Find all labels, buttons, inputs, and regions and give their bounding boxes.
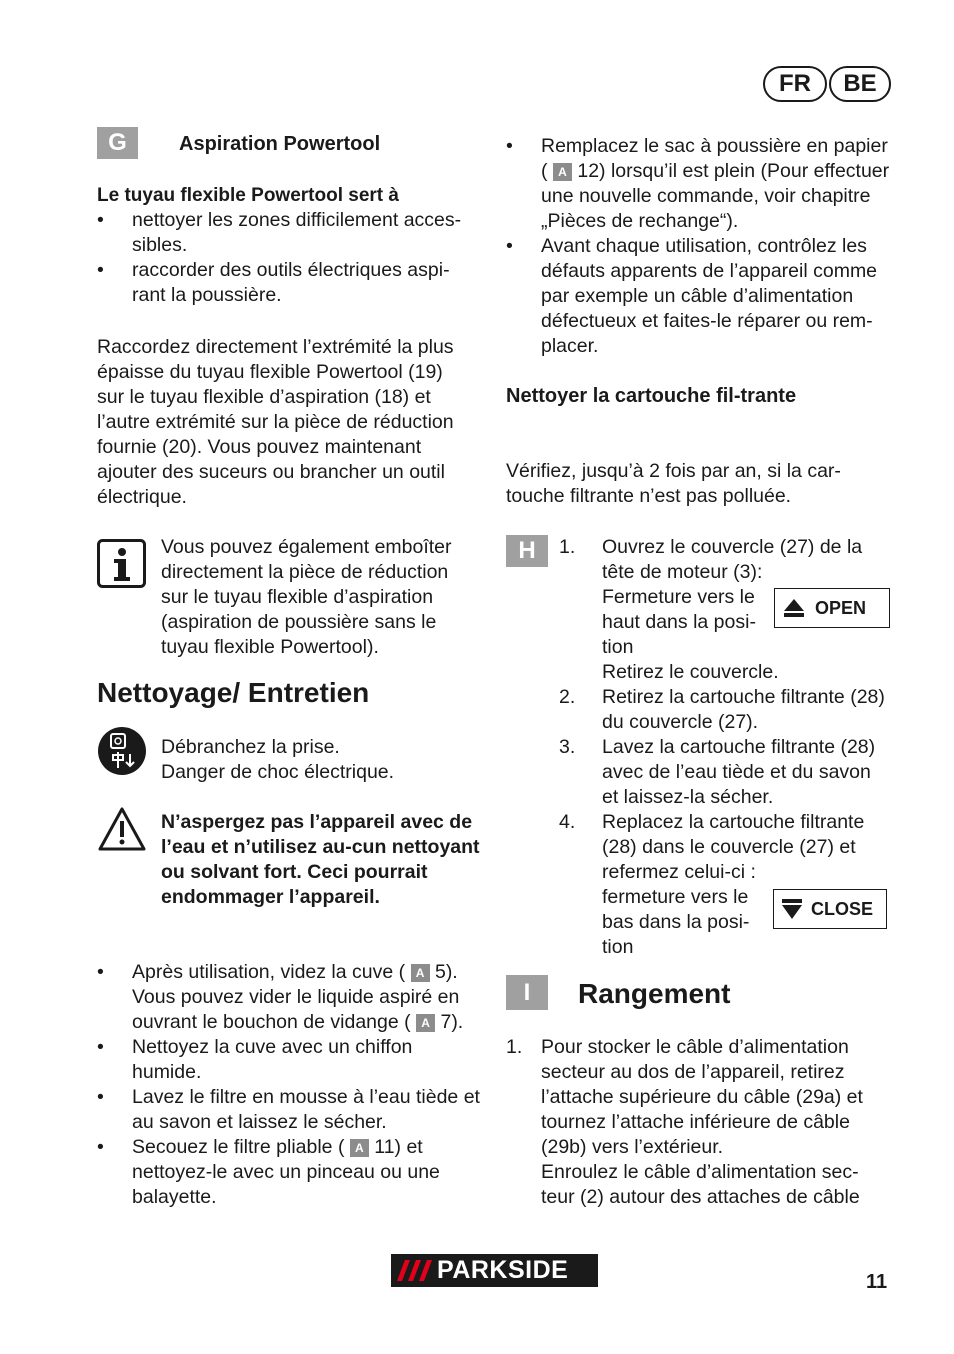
filter-title: Nettoyer la cartouche fil-trante [506, 385, 797, 407]
storage-text-b: Enroulez le câble d’alimentation sec-teur (2) autour des attaches de câble [541, 1161, 860, 1208]
ref-a-badge: A [416, 1014, 435, 1032]
bullet-4-text-b: 11) et nettoyez-le avec un pinceau ou une balayette. [132, 1136, 440, 1208]
step-1-num: 1. [559, 536, 576, 558]
parkside-logo [391, 1254, 598, 1287]
page-number: 11 [866, 1271, 888, 1293]
lang-fr-badge: FR [763, 66, 827, 102]
bullet-4-text-a: Secouez le filtre pliable ( [132, 1136, 345, 1158]
ref-a-badge: A [411, 964, 430, 982]
list-item: • Remplacez le sac à poussière en papier ( A 12) lorsqu’il est plein (Pour effectuer une nouvelle commande, voir chapitre „Pièces de rechange“). [506, 135, 890, 232]
list-item: • Lavez le filtre en mousse à l’eau tiède et au savon et laissez le sécher. [97, 1086, 480, 1133]
ref-a-badge: A [553, 163, 572, 181]
storage-num: 1. [506, 1036, 523, 1058]
step-1-text-c: Retirez le couvercle. [602, 661, 779, 683]
hose-bullet-1: nettoyer les zones difficilement acces-sibles. [132, 209, 462, 256]
bullet-2-text: Nettoyez la cuve avec un chiffon humide. [132, 1036, 413, 1083]
step-3-text: Lavez la cartouche filtrante (28) avec de l’eau tiède et du savon et laissez-la sécher. [602, 736, 876, 808]
triangle-up-icon [781, 597, 807, 619]
step-4-text-a: Replacez la cartouche filtrante (28) dans le couvercle (27) et refermez celui-ci : [602, 811, 865, 883]
storage-title: Rangement [578, 978, 731, 1009]
unplug-icon [97, 726, 147, 776]
step-3-num: 3. [559, 736, 576, 758]
step-2-text: Retirez la cartouche filtrante (28) du couvercle (27). [602, 686, 885, 733]
lang-be-badge: BE [829, 66, 891, 102]
aspiration-title: Aspiration Powertool [179, 133, 381, 155]
ref-a-badge: A [350, 1139, 369, 1157]
cleaning-title: Nettoyage/ Entretien [97, 677, 370, 708]
unplug-line-2: Danger de choc électrique. [161, 761, 395, 783]
storage-text-a: Pour stocker le câble d’alimentation secteur au dos de l’appareil, retirez l’attache supérieure du câble (29a) et tournez l’attache inférieure de câble (29b) vers l’extérieur. [541, 1036, 863, 1158]
close-label: CLOSE [811, 898, 874, 919]
info-icon [97, 539, 146, 588]
info-note-text: Vous pouvez également emboîter directement la pièce de réduction sur le tuyau flexible d’aspiration (aspiration de poussière sans le tuyau flexible Powertool). [161, 536, 452, 658]
right-bullet-1-b: 12) lorsqu’il est plein (Pour effectuer une nouvelle commande, voir chapitre „Pièces de rechange“). [541, 160, 890, 232]
bullet-1-text-a: Après utilisation, videz la cuve ( [132, 961, 406, 983]
connect-paragraph: Raccordez directement l’extrémité la plus épaisse du tuyau flexible Powertool (19) sur le tuyau flexible d’aspiration (18) et l’autre extrémité sur la pièce de réduction fournie (20). Vous pouvez maintenant ajouter des suceurs ou brancher un outil électrique. [97, 336, 454, 508]
bullet-3-text: Lavez le filtre en mousse à l’eau tiède et au savon et laissez le sécher. [132, 1086, 480, 1133]
right-bullet-2: Avant chaque utilisation, contrôlez les défauts apparents de l’appareil comme par exemple un câble d’alimentation défectueux et faites-le réparer ou rem-placer. [541, 235, 878, 357]
right-bullet-1-a: Remplacez le sac à poussière en papier ( [541, 135, 888, 182]
hose-intro: Le tuyau flexible Powertool sert à [97, 185, 399, 206]
cleaning-bullet-list [97, 960, 482, 1210]
brand-name: PARKSIDE [437, 1256, 569, 1284]
list-item: • Secouez le filtre pliable ( A 11) et nettoyez-le avec un pinceau ou une balayette. [97, 1136, 440, 1208]
step-1-text-b: Fermeture vers le haut dans la posi-tion [602, 586, 756, 658]
warning-text: N’aspergez pas l’appareil avec de l’eau et n’utilisez au-cun nettoyant ou solvant fort. Ceci pourrait endommager l’appareil. [161, 811, 480, 908]
section-i-badge: I [506, 975, 548, 1010]
bullet-1-text-b: 5). Vous pouvez vider le liquide aspiré en ouvrant le bouchon de vidange ( [132, 961, 460, 1033]
list-item: • Après utilisation, videz la cuve ( A 5). Vous pouvez vider le liquide aspiré en ouvrant le bouchon de vidange ( A 7). [97, 961, 464, 1033]
close-indicator [773, 889, 887, 929]
hose-bullet-2: raccorder des outils électriques aspi-rant la poussière. [132, 259, 450, 306]
hose-bullet-list [97, 208, 467, 308]
section-g-badge: G [97, 127, 138, 159]
list-item: • Avant chaque utilisation, contrôlez les défauts apparents de l’appareil comme par exemple un câble d’alimentation défectueux et faites-le réparer ou rem-placer. [506, 235, 878, 357]
step-1-text-a: Ouvrez le couvercle (27) de la tête de moteur (3): [602, 536, 863, 583]
logo-stripes-icon [391, 1254, 437, 1287]
warning-icon [97, 806, 147, 852]
open-label: OPEN [815, 597, 867, 618]
list-item: • raccorder des outils électriques aspi-rant la poussière. [97, 259, 450, 306]
step-4-num: 4. [559, 811, 576, 833]
bullet-1-text-c: 7). [440, 1011, 464, 1033]
unplug-line-1: Débranchez la prise. [161, 736, 340, 758]
section-h-badge: H [506, 535, 548, 567]
triangle-down-icon [779, 897, 805, 921]
step-2-num: 2. [559, 686, 576, 708]
list-item: • nettoyer les zones difficilement acces-sibles. [97, 209, 462, 256]
list-item: • Nettoyez la cuve avec un chiffon humide. [97, 1036, 413, 1083]
filter-intro: Vérifiez, jusqu’à 2 fois par an, si la car-touche filtrante n’est pas polluée. [506, 460, 841, 507]
open-indicator [774, 588, 890, 628]
step-4-text-b: fermeture vers le bas dans la posi-tion [602, 886, 750, 958]
right-bullet-list [506, 134, 894, 359]
